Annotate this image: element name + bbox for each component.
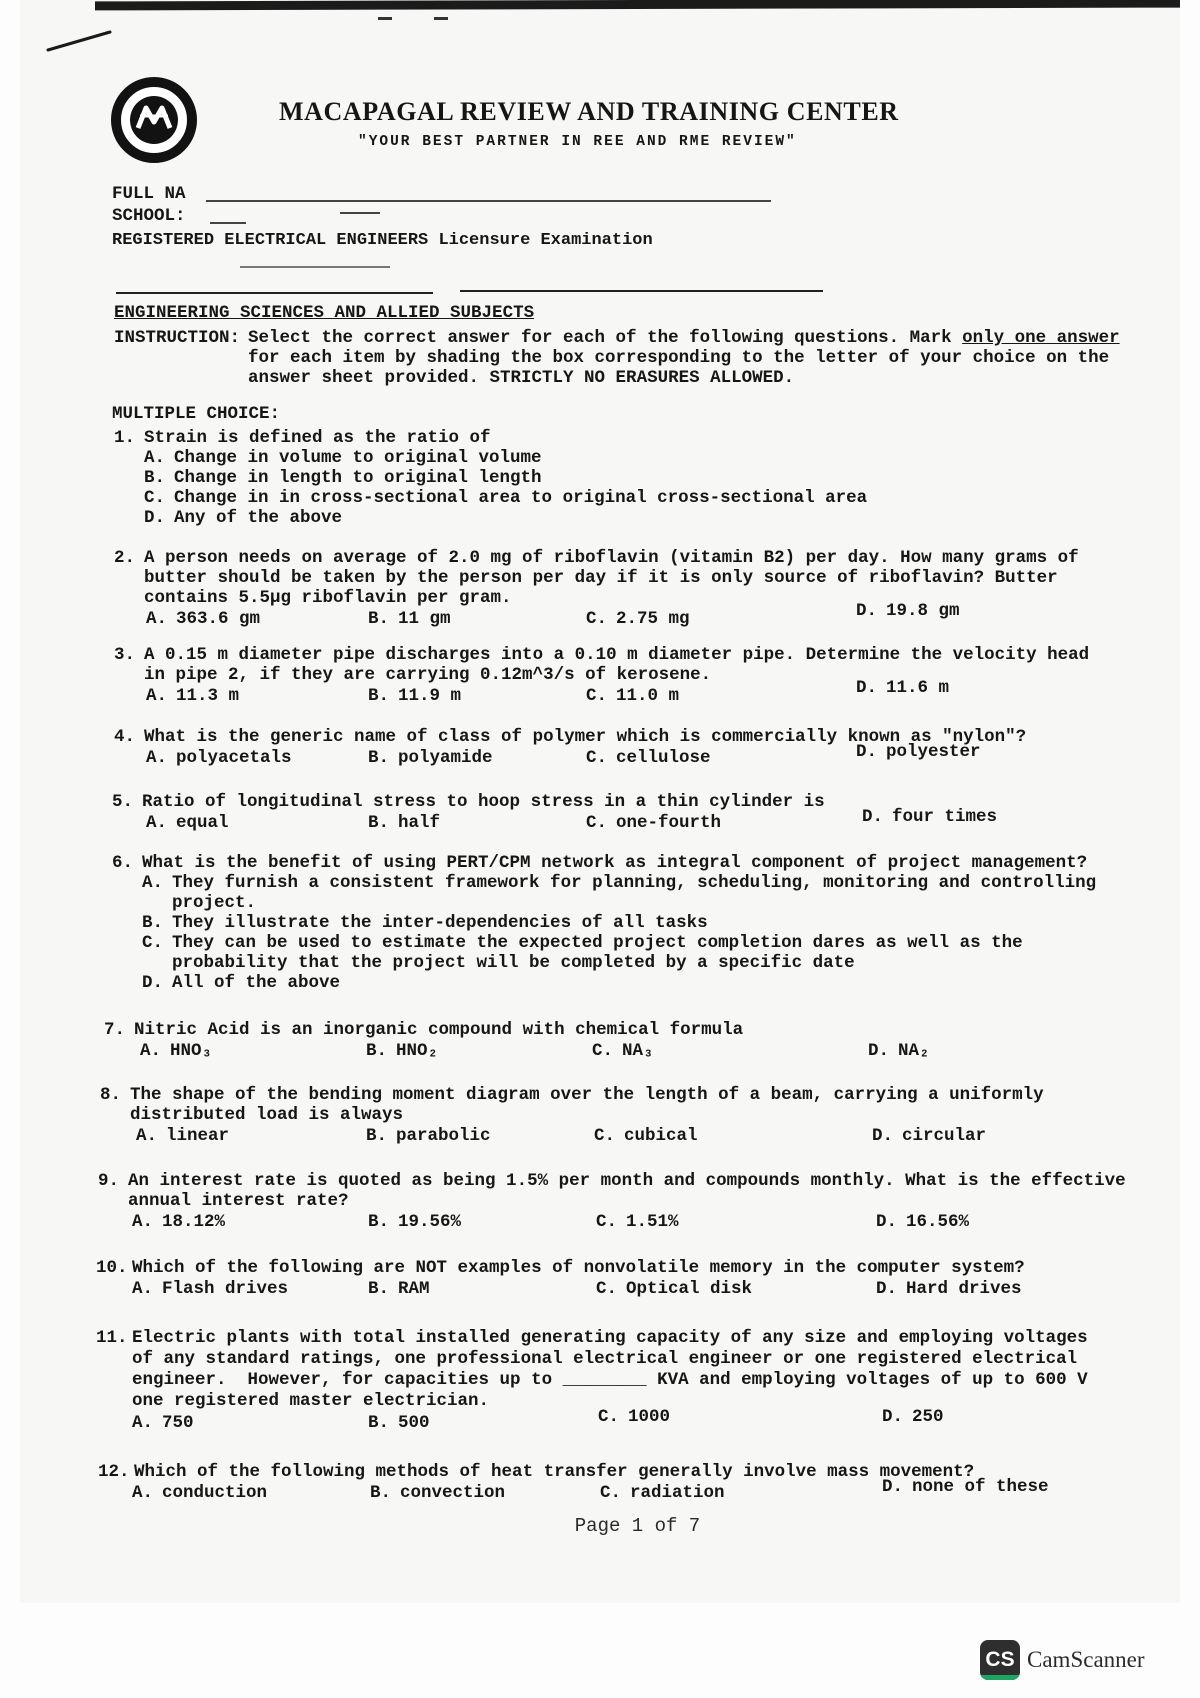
question-number: 7. <box>104 1020 126 1040</box>
full-name-label: FULL NA <box>112 184 186 204</box>
choice-text: 11.3 m <box>176 686 240 706</box>
choice-letter: D. <box>868 1041 890 1061</box>
question-number: 1. <box>114 428 136 448</box>
choice-text: They can be used to estimate the expected project completion dares as well as the probability that the project will be completed by a specific date <box>172 933 1023 973</box>
choice-letter: A. <box>140 1041 162 1061</box>
choice-c <box>594 1126 698 1146</box>
choice-letter: B. <box>366 1041 388 1061</box>
section-title: ENGINEERING SCIENCES AND ALLIED SUBJECTS <box>114 303 535 323</box>
choice-text: radiation <box>630 1483 725 1503</box>
choice-text: conduction <box>162 1483 268 1503</box>
choice-letter: C. <box>596 1279 618 1299</box>
choice-b <box>368 748 493 768</box>
choice-text: 1.51% <box>626 1212 679 1232</box>
choice-text: 19.8 gm <box>886 601 960 621</box>
scan-mark <box>434 17 448 20</box>
instruction-label: INSTRUCTION: <box>114 328 241 348</box>
choice-letter: A. <box>146 748 168 768</box>
choice-letter: C. <box>586 748 608 768</box>
choice-letter: D. <box>142 973 164 993</box>
choice-c <box>586 813 721 833</box>
choice-text: Change in in cross-sectional area to original cross-sectional area <box>174 488 868 508</box>
choice-letter: D. <box>862 807 884 827</box>
seal-logo-icon <box>110 76 198 164</box>
choice-text: 500 <box>398 1413 430 1433</box>
question-text: The shape of the bending moment diagram over the length of a beam, carrying a uniformly distributed load is always <box>130 1085 1044 1125</box>
choice-text: 750 <box>162 1413 194 1433</box>
choice-letter: C. <box>596 1212 618 1232</box>
choice-c <box>586 609 690 629</box>
question-text: Which of the following are NOT examples of nonvolatile memory in the computer system? <box>132 1258 1025 1278</box>
multiple-choice-label: MULTIPLE CHOICE: <box>112 404 281 424</box>
choice-text: 2.75 mg <box>616 609 690 629</box>
choice-text: convection <box>400 1483 506 1503</box>
choice-d <box>882 1477 1049 1497</box>
choice-d <box>862 807 997 827</box>
choice-c <box>144 488 1180 508</box>
choice-letter: A. <box>146 813 168 833</box>
question-text: A 0.15 m diameter pipe discharges into a 0.10 m diameter pipe. Determine the velocity head in pipe 2, if they are carrying 0.12m^3/s of kerosene. <box>144 645 1090 685</box>
choice-a <box>132 1413 194 1434</box>
choice-letter: C. <box>600 1483 622 1503</box>
choice-text: circular <box>902 1126 987 1146</box>
choice-text: 11 gm <box>398 609 451 629</box>
choice-letter: A. <box>132 1413 154 1433</box>
instruction <box>114 328 1160 388</box>
choice-a <box>142 873 1180 913</box>
choice-letter: B. <box>368 609 390 629</box>
choice-text: four times <box>892 807 998 827</box>
choice-text: polyacetals <box>176 748 292 768</box>
pen-stroke <box>44 26 114 56</box>
choice-text: Optical disk <box>626 1279 753 1299</box>
instruction-text: for each item by shading the box corresponding to the letter of your choice on the answer sheet provided. STRICTLY NO ERASURES ALLOWED. <box>248 348 1110 388</box>
choice-text: NA₃ <box>622 1041 654 1061</box>
choice-b <box>366 1041 438 1061</box>
question-12 <box>98 1462 1180 1504</box>
choice-text: cellulose <box>616 748 711 768</box>
choice-b <box>144 468 1180 488</box>
choice-text: 19.56% <box>398 1212 462 1232</box>
choice-text: none of these <box>912 1477 1049 1497</box>
choice-text: 18.12% <box>162 1212 226 1232</box>
choice-text: parabolic <box>396 1126 491 1146</box>
choice-letter: D. <box>876 1279 898 1299</box>
instruction-body <box>248 328 1160 388</box>
choice-letter: C. <box>592 1041 614 1061</box>
choice-d <box>856 742 981 762</box>
choice-c <box>600 1483 725 1503</box>
question-text: Ratio of longitudinal stress to hoop stress in a thin cylinder is <box>142 792 825 812</box>
choice-b <box>368 1279 430 1299</box>
choice-d <box>856 601 960 621</box>
choice-a <box>132 1483 267 1503</box>
question-text: Electric plants with total installed generating capacity of any size and employing voltages of any standard ratings, one professional electrical engineer or one registered electrical engineer. However, for capacities up to ________ KVA and employing voltages of up to 600 V one registered master electrician. <box>132 1328 1088 1411</box>
choice-c <box>586 686 679 706</box>
choice-d <box>868 1041 930 1061</box>
choice-text: HNO₃ <box>170 1041 213 1061</box>
choice-letter: D. <box>856 678 878 698</box>
choice-c <box>586 748 711 768</box>
camscanner-watermark <box>980 1640 1145 1680</box>
center-name: MACAPAGAL REVIEW AND TRAINING CENTER <box>279 97 899 126</box>
choice-letter: B. <box>142 913 164 933</box>
choice-letter: B. <box>144 468 166 488</box>
question-8 <box>100 1085 1180 1147</box>
choice-text: 250 <box>912 1407 944 1427</box>
question-number: 11. <box>96 1328 128 1348</box>
question-number: 5. <box>112 792 134 812</box>
choice-text: cubical <box>624 1126 698 1146</box>
choice-d <box>872 1126 986 1146</box>
choice-b <box>368 609 451 629</box>
choice-letter: B. <box>368 686 390 706</box>
choice-d <box>144 508 1180 528</box>
question-3 <box>114 645 1180 707</box>
choice-letter: D. <box>882 1477 904 1497</box>
question-text: Which of the following methods of heat transfer generally involve mass movement? <box>134 1462 975 1482</box>
choice-b <box>370 1483 505 1503</box>
question-4 <box>114 727 1180 769</box>
choice-letter: B. <box>368 748 390 768</box>
divider <box>116 292 433 294</box>
question-6 <box>112 853 1180 993</box>
choice-letter: C. <box>586 813 608 833</box>
choice-a <box>140 1041 212 1061</box>
question-5 <box>112 792 1180 834</box>
choice-text: 1000 <box>628 1407 671 1427</box>
question-number: 8. <box>100 1085 122 1105</box>
choice-a <box>136 1126 229 1146</box>
question-number: 10. <box>96 1258 128 1278</box>
instruction-emphasis: only one answer <box>962 328 1120 348</box>
choice-c <box>142 933 1180 973</box>
scan-mark <box>378 17 392 20</box>
choice-b <box>368 686 461 706</box>
question-11 <box>96 1328 1180 1434</box>
question-text: Strain is defined as the ratio of <box>144 428 491 448</box>
choice-letter: A. <box>136 1126 158 1146</box>
choice-text: They illustrate the inter-dependencies of all tasks <box>172 913 708 933</box>
instruction-text: Select the correct answer for each of the following questions. Mark <box>248 328 963 348</box>
choice-letter: D. <box>144 508 166 528</box>
full-name-line <box>206 200 771 202</box>
choice-text: NA₂ <box>898 1041 930 1061</box>
question-number: 6. <box>112 853 134 873</box>
question-number: 4. <box>114 727 136 747</box>
choice-a <box>146 609 260 629</box>
question-number: 2. <box>114 548 136 568</box>
page-number: Page 1 of 7 <box>574 1515 701 1537</box>
question-1 <box>114 428 1180 528</box>
choice-letter: A. <box>132 1279 154 1299</box>
choice-letter: A. <box>132 1212 154 1232</box>
choice-letter: C. <box>594 1126 616 1146</box>
choice-d <box>876 1279 1022 1299</box>
camscanner-badge: CS <box>985 1648 1015 1671</box>
choice-d <box>856 678 949 698</box>
choice-c <box>598 1407 670 1428</box>
choice-a <box>146 686 239 706</box>
choice-text: Flash drives <box>162 1279 289 1299</box>
choice-letter: D. <box>872 1126 894 1146</box>
question-7 <box>104 1020 1180 1062</box>
choice-b <box>366 1126 491 1146</box>
camscanner-logo-icon <box>980 1640 1020 1680</box>
choice-a <box>146 813 229 833</box>
choice-text: Change in length to original length <box>174 468 542 488</box>
choice-text: All of the above <box>172 973 341 993</box>
choice-letter: C. <box>586 686 608 706</box>
choice-b <box>368 813 440 833</box>
question-number: 9. <box>98 1171 120 1191</box>
choice-text: 11.9 m <box>398 686 462 706</box>
question-text: A person needs on average of 2.0 mg of riboflavin (vitamin B2) per day. How many grams of butter should be taken by the person per day if it is only source of riboflavin? Butter contains 5.5µg riboflavin per gram. <box>144 548 1079 608</box>
choice-text: Any of the above <box>174 508 343 528</box>
choice-b <box>142 913 1180 933</box>
choice-text: Change in volume to original volume <box>174 448 542 468</box>
school-label: SCHOOL: <box>112 206 186 226</box>
camscanner-name: CamScanner <box>1027 1647 1145 1672</box>
choice-letter: B. <box>368 813 390 833</box>
school-line <box>340 212 380 214</box>
question-text: Nitric Acid is an inorganic compound with chemical formula <box>134 1020 744 1040</box>
choice-letter: B. <box>370 1483 392 1503</box>
choice-c <box>592 1041 654 1061</box>
question-10 <box>96 1258 1180 1300</box>
choice-text: 363.6 gm <box>176 609 261 629</box>
choice-a <box>132 1212 225 1232</box>
choice-letter: A. <box>144 448 166 468</box>
exam-title: REGISTERED ELECTRICAL ENGINEERS Licensure Examination <box>112 231 653 250</box>
choice-letter: A. <box>146 609 168 629</box>
choice-text: RAM <box>398 1279 430 1299</box>
tagline: "YOUR BEST PARTNER IN REE AND RME REVIEW" <box>358 134 797 150</box>
choice-letter: C. <box>144 488 166 508</box>
choice-b <box>368 1212 461 1232</box>
choice-letter: B. <box>368 1212 390 1232</box>
choice-letter: B. <box>368 1279 390 1299</box>
choice-a <box>146 748 292 768</box>
choice-letter: A. <box>132 1483 154 1503</box>
choice-letter: D. <box>876 1212 898 1232</box>
choice-text: 16.56% <box>906 1212 970 1232</box>
choice-letter: B. <box>366 1126 388 1146</box>
question-number: 3. <box>114 645 136 665</box>
question-text: What is the benefit of using PERT/CPM network as integral component of project management? <box>142 853 1088 873</box>
choice-c <box>596 1212 679 1232</box>
redacted-date <box>240 266 390 268</box>
question-9 <box>98 1171 1180 1233</box>
choice-b <box>368 1413 430 1434</box>
choice-d <box>882 1407 944 1428</box>
choice-text: 11.6 m <box>886 678 950 698</box>
choice-d <box>142 973 1180 993</box>
choice-a <box>132 1279 288 1299</box>
question-text: An interest rate is quoted as being 1.5% per month and compounds monthly. What is the effective annual interest rate? <box>128 1171 1126 1211</box>
choice-a <box>144 448 1180 468</box>
choice-d <box>876 1212 969 1232</box>
choice-text: one-fourth <box>616 813 722 833</box>
divider <box>460 290 823 292</box>
choice-letter: D. <box>856 601 878 621</box>
choice-text: 11.0 m <box>616 686 680 706</box>
school-line <box>210 222 246 224</box>
question-2 <box>114 548 1180 630</box>
choice-letter: A. <box>142 873 164 893</box>
choice-letter: C. <box>598 1407 620 1427</box>
choice-letter: C. <box>142 933 164 953</box>
choice-letter: C. <box>586 609 608 629</box>
choice-text: Hard drives <box>906 1279 1022 1299</box>
choice-text: HNO₂ <box>396 1041 439 1061</box>
choice-letter: D. <box>856 742 878 762</box>
question-text: What is the generic name of class of polymer which is commercially known as "nylon"? <box>144 727 1027 747</box>
choice-letter: A. <box>146 686 168 706</box>
choice-c <box>596 1279 752 1299</box>
choice-letter: D. <box>882 1407 904 1427</box>
choice-text: equal <box>176 813 229 833</box>
choice-text: They furnish a consistent framework for planning, scheduling, monitoring and controlling project. <box>172 873 1097 913</box>
choice-text: linear <box>166 1126 230 1146</box>
choice-letter: B. <box>368 1413 390 1433</box>
choice-text: half <box>398 813 441 833</box>
question-number: 12. <box>98 1462 130 1482</box>
choice-text: polyester <box>886 742 981 762</box>
choice-text: polyamide <box>398 748 493 768</box>
